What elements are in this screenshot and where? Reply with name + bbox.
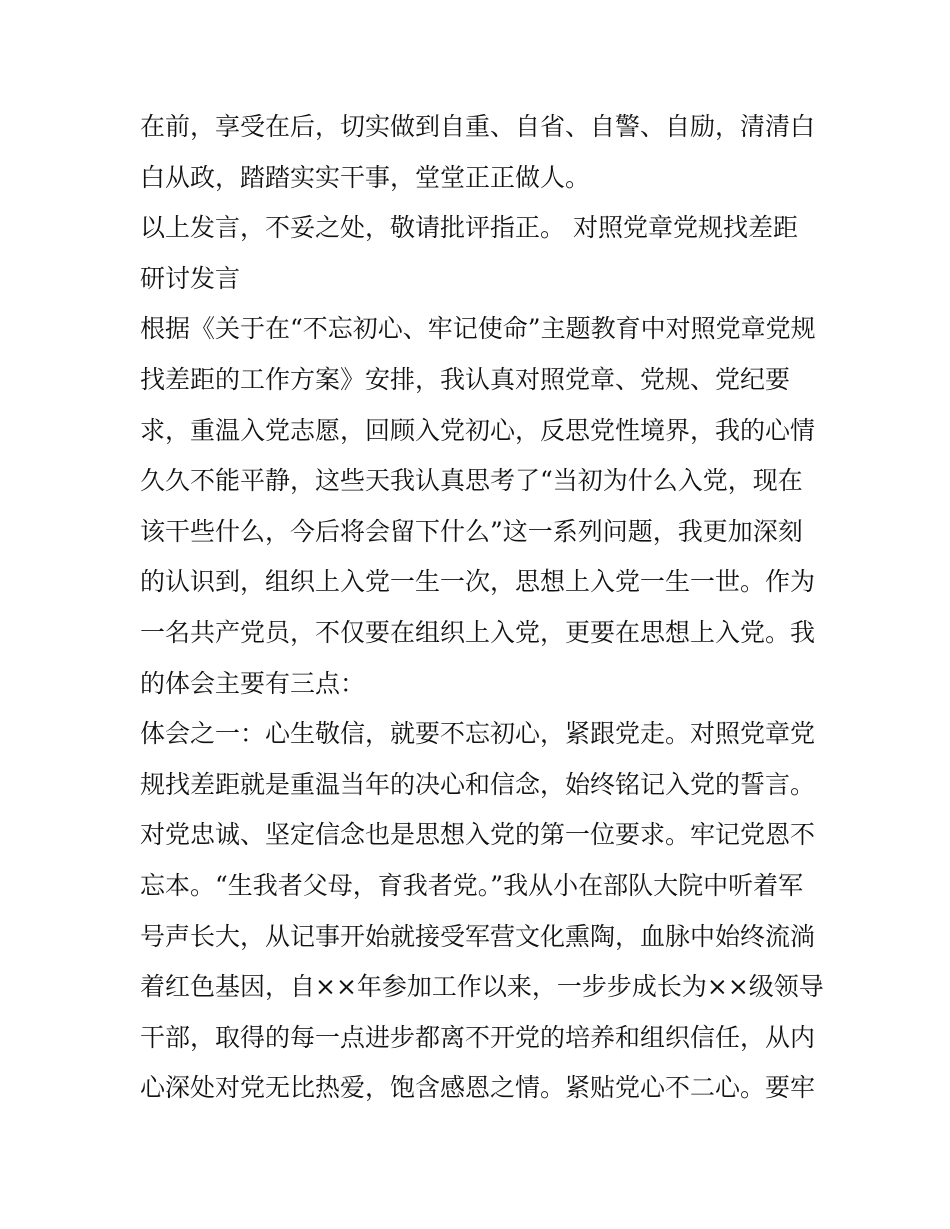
text-line: 研讨发言	[140, 263, 241, 293]
text-line: 以上发言，不妥之处，敬请批评指正。 对照党章党规找差距	[140, 213, 798, 243]
text-line: 的体会主要有三点：	[140, 668, 366, 698]
text-line: 规找差距就是重温当年的决心和信念，始终铭记入党的誓言。	[140, 769, 816, 799]
text-line: 忘本。“生我者父母，育我者党。”我从小在部队大院中听着军	[140, 870, 804, 900]
text-line: 该干些什么，今后将会留下什么”这一系列问题，我更加深刻	[140, 516, 803, 546]
text-line: 根据《关于在“不忘初心、牢记使命”主题教育中对照党章党规	[140, 314, 816, 344]
text-line: 干部，取得的每一点进步都离不开党的培养和组织信任，从内	[140, 1022, 816, 1052]
document-body	[140, 102, 824, 1114]
text-line: 久久不能平静，这些天我认真思考了“当初为什么入党，现在	[140, 466, 803, 496]
text-line: 着红色基因，自××年参加工作以来，一步步成长为××级领导	[140, 972, 824, 1002]
text-line: 在前，享受在后，切实做到自重、自省、自警、自励，清清白	[140, 112, 816, 141]
text-line: 一名共产党员，不仅要在组织上入党，更要在思想上入党。我	[140, 617, 816, 647]
text-line: 心深处对党无比热爱，饱含感恩之情。紧贴党心不二心。要牢	[140, 1073, 816, 1103]
text-line: 求，重温入党志愿，回顾入党初心，反思党性境界，我的心情	[140, 415, 816, 445]
text-line: 号声长大，从记事开始就接受军营文化熏陶，血脉中始终流淌	[140, 921, 816, 951]
text-line: 体会之一：心生敬信，就要不忘初心，紧跟党走。对照党章党	[140, 719, 816, 749]
text-line: 找差距的工作方案》安排，我认真对照党章、党规、党纪要	[140, 364, 791, 394]
text-line: 对党忠诚、坚定信念也是思想入党的第一位要求。牢记党恩不	[140, 820, 816, 850]
text-line: 的认识到，组织上入党一生一次，思想上入党一生一世。作为	[140, 567, 816, 597]
text-line: 白从政，踏踏实实干事，堂堂正正做人。	[140, 162, 591, 192]
